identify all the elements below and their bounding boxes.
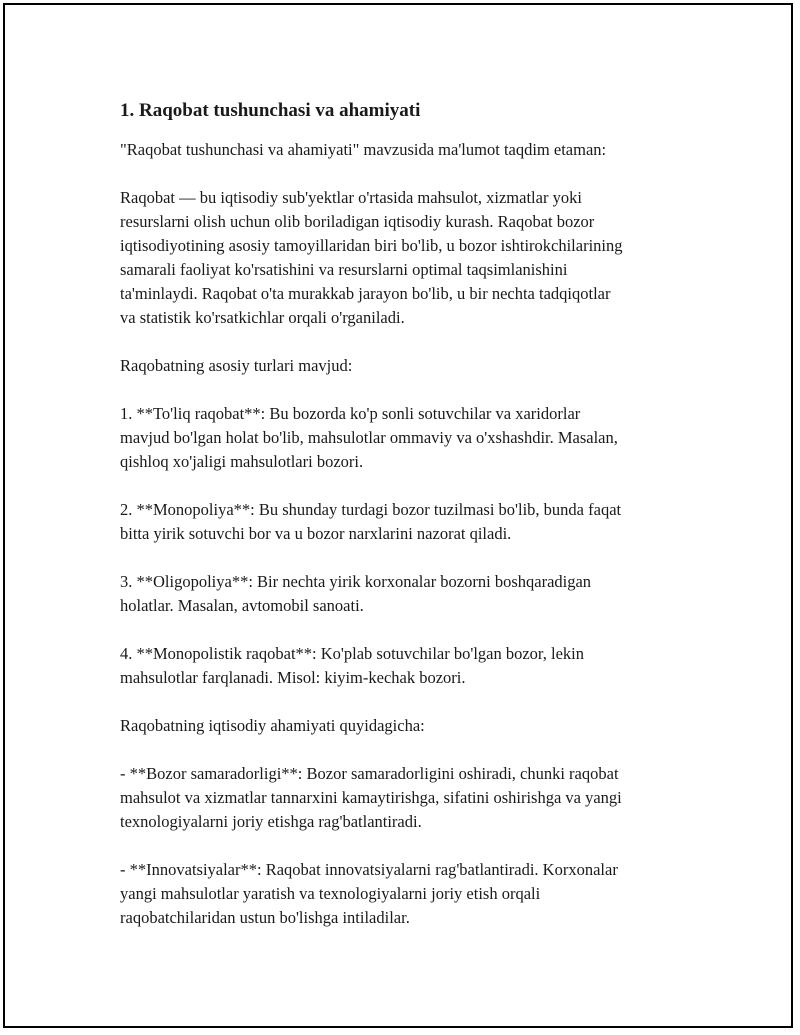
page-frame xyxy=(3,3,793,1028)
document-body xyxy=(120,96,690,954)
section-heading: 1. Raqobat tushunchasi va ahamiyati xyxy=(120,100,421,121)
type-item-monopoly: 2. **Monopoliya**: Bu shunday turdagi bozor tuzilmasi bo'lib, bunda faqat bitta yirik sotuvchi bor va u bozor narxlarini nazorat qiladi. xyxy=(120,500,622,543)
importance-item-innovations: - **Innovatsiyalar**: Raqobat innovatsiyalarni rag'batlantiradi. Korxonalar yangi mahsulotlar yaratish va texnologiyalarni joriy etish orqali raqobatchilaridan ustun bo'lishga intiladilar. xyxy=(120,860,618,927)
type-item-monopolistic-competition: 4. **Monopolistik raqobat**: Ko'plab sotuvchilar bo'lgan bozor, lekin mahsulotlar farqlanadi. Misol: kiyim-kechak bozori. xyxy=(120,644,585,687)
intro-paragraph: "Raqobat tushunchasi va ahamiyati" mavzusida ma'lumot taqdim etaman: xyxy=(120,140,607,159)
type-item-oligopoly: 3. **Oligopoliya**: Bir nechta yirik korxonalar bozorni boshqaradigan holatlar. Masalan, avtomobil sanoati. xyxy=(120,572,592,615)
types-intro-paragraph: Raqobatning asosiy turlari mavjud: xyxy=(120,356,353,375)
definition-paragraph: Raqobat — bu iqtisodiy sub'yektlar o'rtasida mahsulot, xizmatlar yoki resurslarni olish uchun olib boriladigan iqtisodiy kurash. Raqobat bozor iqtisodiyotining asosiy tamoyillaridan biri bo'lib, u bozor ishtirokchilarining samarali faoliyat ko'rsatishini va resurslarni optimal taqsimlanishini ta'minlaydi. Raqobat o'ta murakkab jarayon bo'lib, u bir nechta tadqiqotlar va statistik ko'rsatkichlar orqali o'rganiladi. xyxy=(120,188,623,327)
importance-item-market-efficiency: - **Bozor samaradorligi**: Bozor samaradorligini oshiradi, chunki raqobat mahsulot va xizmatlar tannarxini kamaytirishga, sifatini oshirishga va yangi texnologiyalarni joriy etishga rag'batlantiradi. xyxy=(120,764,622,831)
type-item-perfect-competition: 1. **To'liq raqobat**: Bu bozorda ko'p sonli sotuvchilar va xaridorlar mavjud bo'lgan holat bo'lib, mahsulotlar ommaviy va o'xshashdir. Masalan, qishloq xo'jaligi mahsulotlari bozori. xyxy=(120,404,618,471)
importance-intro-paragraph: Raqobatning iqtisodiy ahamiyati quyidagicha: xyxy=(120,716,425,735)
